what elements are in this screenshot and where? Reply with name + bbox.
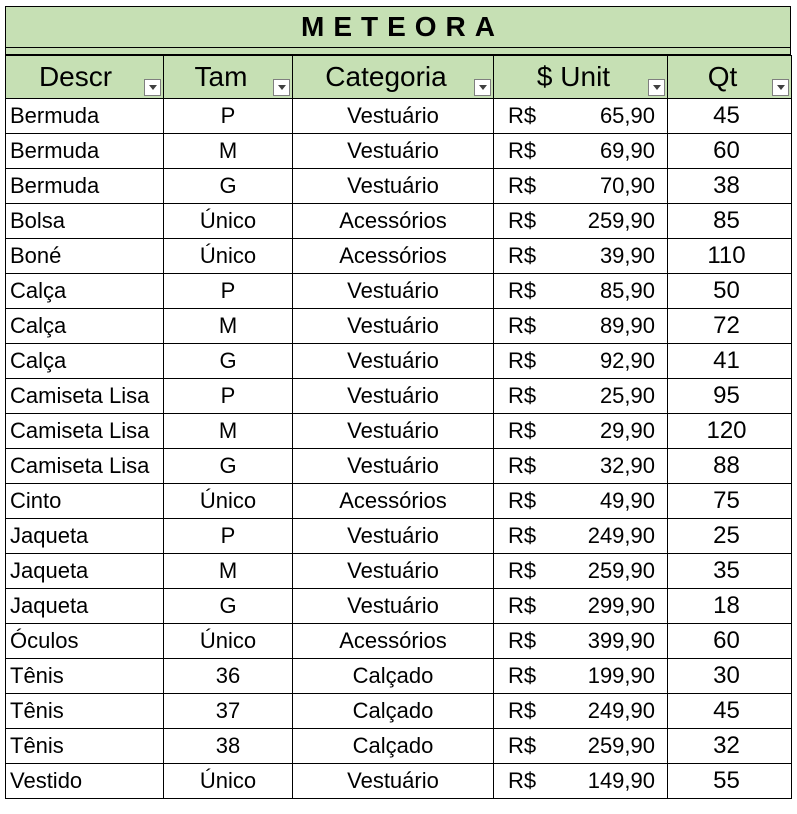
cell-qt[interactable]: 60: [668, 134, 792, 169]
cell-tam[interactable]: 36: [164, 659, 293, 694]
currency-symbol: R$: [508, 208, 537, 233]
table-row: [6, 519, 792, 554]
cell-unit-price[interactable]: [494, 519, 668, 554]
cell-categoria[interactable]: Vestuário: [293, 344, 494, 379]
table-row: [6, 414, 792, 449]
price-value: 65,90: [599, 103, 655, 128]
currency-symbol: R$: [508, 173, 537, 198]
table-row: [6, 659, 792, 694]
price-value: 299,90: [587, 593, 655, 618]
cell-tam[interactable]: G: [164, 344, 293, 379]
table-row: [6, 449, 792, 484]
table-row: [6, 379, 792, 414]
price-value: 92,90: [599, 348, 655, 373]
filter-dropdown-icon[interactable]: [474, 79, 491, 96]
price-value: 49,90: [599, 488, 655, 513]
currency-symbol: R$: [508, 348, 537, 373]
cell-tam[interactable]: Único: [164, 484, 293, 519]
cell-tam[interactable]: P: [164, 99, 293, 134]
cell-qt[interactable]: 110: [668, 239, 792, 274]
price-value: 199,90: [587, 663, 655, 688]
currency-symbol: R$: [508, 733, 537, 758]
currency-symbol: R$: [508, 418, 537, 443]
currency-symbol: R$: [508, 453, 537, 478]
cell-unit-price[interactable]: [494, 764, 668, 799]
cell-unit-price[interactable]: [494, 274, 668, 309]
cell-qt[interactable]: 38: [668, 169, 792, 204]
table-row: [6, 764, 792, 799]
cell-qt[interactable]: 45: [668, 694, 792, 729]
price-value: 32,90: [599, 453, 655, 478]
cell-qt[interactable]: 50: [668, 274, 792, 309]
cell-categoria[interactable]: Vestuário: [293, 309, 494, 344]
cell-unit-price[interactable]: [494, 239, 668, 274]
cell-qt[interactable]: 55: [668, 764, 792, 799]
cell-descr[interactable]: Calça: [6, 274, 164, 309]
price-value: 85,90: [599, 278, 655, 303]
column-header-qt[interactable]: [668, 56, 792, 99]
cell-tam[interactable]: M: [164, 134, 293, 169]
currency-symbol: R$: [508, 593, 537, 618]
price-value: 69,90: [599, 138, 655, 163]
cell-unit-price[interactable]: [494, 344, 668, 379]
cell-qt[interactable]: 88: [668, 449, 792, 484]
table-row: [6, 309, 792, 344]
cell-categoria[interactable]: Calçado: [293, 659, 494, 694]
cell-unit-price[interactable]: [494, 729, 668, 764]
cell-unit-price[interactable]: [494, 484, 668, 519]
cell-tam[interactable]: P: [164, 274, 293, 309]
cell-categoria[interactable]: Vestuário: [293, 274, 494, 309]
cell-categoria[interactable]: Vestuário: [293, 99, 494, 134]
column-header-label: Qt: [707, 61, 738, 92]
cell-descr[interactable]: Boné: [6, 239, 164, 274]
cell-qt[interactable]: 75: [668, 484, 792, 519]
cell-tam[interactable]: Único: [164, 239, 293, 274]
currency-symbol: R$: [508, 383, 537, 408]
table-body: [6, 99, 792, 799]
table-row: [6, 484, 792, 519]
cell-descr[interactable]: Cinto: [6, 484, 164, 519]
title-spacer-row: [5, 48, 791, 55]
cell-qt[interactable]: 35: [668, 554, 792, 589]
price-value: 70,90: [599, 173, 655, 198]
cell-unit-price[interactable]: [494, 309, 668, 344]
currency-symbol: R$: [508, 558, 537, 583]
table-row: [6, 344, 792, 379]
table-row: [6, 274, 792, 309]
column-header-tam[interactable]: [164, 56, 293, 99]
cell-categoria[interactable]: Vestuário: [293, 764, 494, 799]
sheet-title[interactable]: METEORA: [5, 6, 791, 48]
table-row: [6, 694, 792, 729]
cell-categoria[interactable]: Vestuário: [293, 519, 494, 554]
cell-qt[interactable]: 45: [668, 99, 792, 134]
currency-symbol: R$: [508, 628, 537, 653]
cell-descr[interactable]: Bermuda: [6, 99, 164, 134]
cell-tam[interactable]: P: [164, 519, 293, 554]
cell-categoria[interactable]: Acessórios: [293, 624, 494, 659]
cell-tam[interactable]: G: [164, 449, 293, 484]
cell-descr[interactable]: Tênis: [6, 659, 164, 694]
cell-tam[interactable]: M: [164, 554, 293, 589]
cell-descr[interactable]: Tênis: [6, 729, 164, 764]
table-row: [6, 624, 792, 659]
spreadsheet-region: [5, 6, 791, 799]
products-table: [5, 55, 792, 799]
cell-tam[interactable]: P: [164, 379, 293, 414]
cell-unit-price[interactable]: [494, 589, 668, 624]
cell-unit-price[interactable]: [494, 449, 668, 484]
price-value: 259,90: [587, 733, 655, 758]
cell-categoria[interactable]: Vestuário: [293, 379, 494, 414]
cell-unit-price[interactable]: [494, 694, 668, 729]
column-header-label: $ Unit: [536, 61, 611, 92]
cell-tam[interactable]: Único: [164, 764, 293, 799]
cell-unit-price[interactable]: [494, 624, 668, 659]
table-row: [6, 204, 792, 239]
header-row: [6, 56, 792, 99]
cell-unit-price[interactable]: [494, 659, 668, 694]
price-value: 29,90: [599, 418, 655, 443]
cell-categoria[interactable]: Vestuário: [293, 449, 494, 484]
cell-descr[interactable]: Calça: [6, 309, 164, 344]
filter-dropdown-icon[interactable]: [144, 79, 161, 96]
cell-tam[interactable]: M: [164, 309, 293, 344]
cell-qt[interactable]: 60: [668, 624, 792, 659]
currency-symbol: R$: [508, 663, 537, 688]
cell-descr[interactable]: Jaqueta: [6, 519, 164, 554]
cell-qt[interactable]: 30: [668, 659, 792, 694]
cell-unit-price[interactable]: [494, 99, 668, 134]
price-value: 399,90: [587, 628, 655, 653]
filter-dropdown-icon[interactable]: [648, 79, 665, 96]
table-row: [6, 729, 792, 764]
cell-categoria[interactable]: Acessórios: [293, 484, 494, 519]
cell-tam[interactable]: M: [164, 414, 293, 449]
cell-unit-price[interactable]: [494, 554, 668, 589]
cell-tam[interactable]: 38: [164, 729, 293, 764]
price-value: 259,90: [587, 558, 655, 583]
price-value: 259,90: [587, 208, 655, 233]
cell-categoria[interactable]: Calçado: [293, 694, 494, 729]
filter-dropdown-icon[interactable]: [273, 79, 290, 96]
cell-unit-price[interactable]: [494, 414, 668, 449]
column-header-label: Categoria: [325, 61, 447, 92]
currency-symbol: R$: [508, 138, 537, 163]
price-value: 149,90: [587, 768, 655, 793]
cell-descr[interactable]: Camiseta Lisa: [6, 449, 164, 484]
cell-categoria[interactable]: Vestuário: [293, 134, 494, 169]
cell-categoria[interactable]: Calçado: [293, 729, 494, 764]
cell-tam[interactable]: G: [164, 589, 293, 624]
cell-descr[interactable]: Bermuda: [6, 169, 164, 204]
column-header-categoria[interactable]: [293, 56, 494, 99]
cell-tam[interactable]: Único: [164, 624, 293, 659]
cell-tam[interactable]: Único: [164, 204, 293, 239]
cell-unit-price[interactable]: [494, 379, 668, 414]
cell-descr[interactable]: Camiseta Lisa: [6, 414, 164, 449]
filter-dropdown-icon[interactable]: [772, 79, 789, 96]
table-row: [6, 99, 792, 134]
cell-descr[interactable]: Bolsa: [6, 204, 164, 239]
cell-descr[interactable]: Jaqueta: [6, 589, 164, 624]
currency-symbol: R$: [508, 523, 537, 548]
column-header-label: Tam: [194, 61, 248, 92]
table-row: [6, 169, 792, 204]
column-header-unit-price[interactable]: [494, 56, 668, 99]
currency-symbol: R$: [508, 488, 537, 513]
cell-qt[interactable]: 41: [668, 344, 792, 379]
table-row: [6, 134, 792, 169]
cell-descr[interactable]: Vestido: [6, 764, 164, 799]
cell-tam[interactable]: G: [164, 169, 293, 204]
cell-descr[interactable]: Camiseta Lisa: [6, 379, 164, 414]
cell-tam[interactable]: 37: [164, 694, 293, 729]
cell-qt[interactable]: 85: [668, 204, 792, 239]
price-value: 25,90: [599, 383, 655, 408]
currency-symbol: R$: [508, 103, 537, 128]
currency-symbol: R$: [508, 768, 537, 793]
cell-descr[interactable]: Jaqueta: [6, 554, 164, 589]
column-header-label: Descr: [38, 61, 113, 92]
cell-descr[interactable]: Tênis: [6, 694, 164, 729]
cell-categoria[interactable]: Acessórios: [293, 204, 494, 239]
price-value: 89,90: [599, 313, 655, 338]
cell-qt[interactable]: 95: [668, 379, 792, 414]
cell-qt[interactable]: 32: [668, 729, 792, 764]
cell-unit-price[interactable]: [494, 134, 668, 169]
table-row: [6, 239, 792, 274]
currency-symbol: R$: [508, 698, 537, 723]
price-value: 39,90: [599, 243, 655, 268]
cell-categoria[interactable]: Acessórios: [293, 239, 494, 274]
cell-descr[interactable]: Calça: [6, 344, 164, 379]
cell-qt[interactable]: 120: [668, 414, 792, 449]
cell-categoria[interactable]: Vestuário: [293, 554, 494, 589]
cell-unit-price[interactable]: [494, 204, 668, 239]
column-header-descr[interactable]: [6, 56, 164, 99]
cell-qt[interactable]: 18: [668, 589, 792, 624]
table-row: [6, 589, 792, 624]
currency-symbol: R$: [508, 313, 537, 338]
cell-categoria[interactable]: Vestuário: [293, 414, 494, 449]
price-value: 249,90: [587, 698, 655, 723]
cell-categoria[interactable]: Vestuário: [293, 169, 494, 204]
cell-descr[interactable]: Bermuda: [6, 134, 164, 169]
table-row: [6, 554, 792, 589]
cell-categoria[interactable]: Vestuário: [293, 589, 494, 624]
currency-symbol: R$: [508, 243, 537, 268]
cell-descr[interactable]: Óculos: [6, 624, 164, 659]
cell-unit-price[interactable]: [494, 169, 668, 204]
cell-qt[interactable]: 25: [668, 519, 792, 554]
price-value: 249,90: [587, 523, 655, 548]
cell-qt[interactable]: 72: [668, 309, 792, 344]
currency-symbol: R$: [508, 278, 537, 303]
